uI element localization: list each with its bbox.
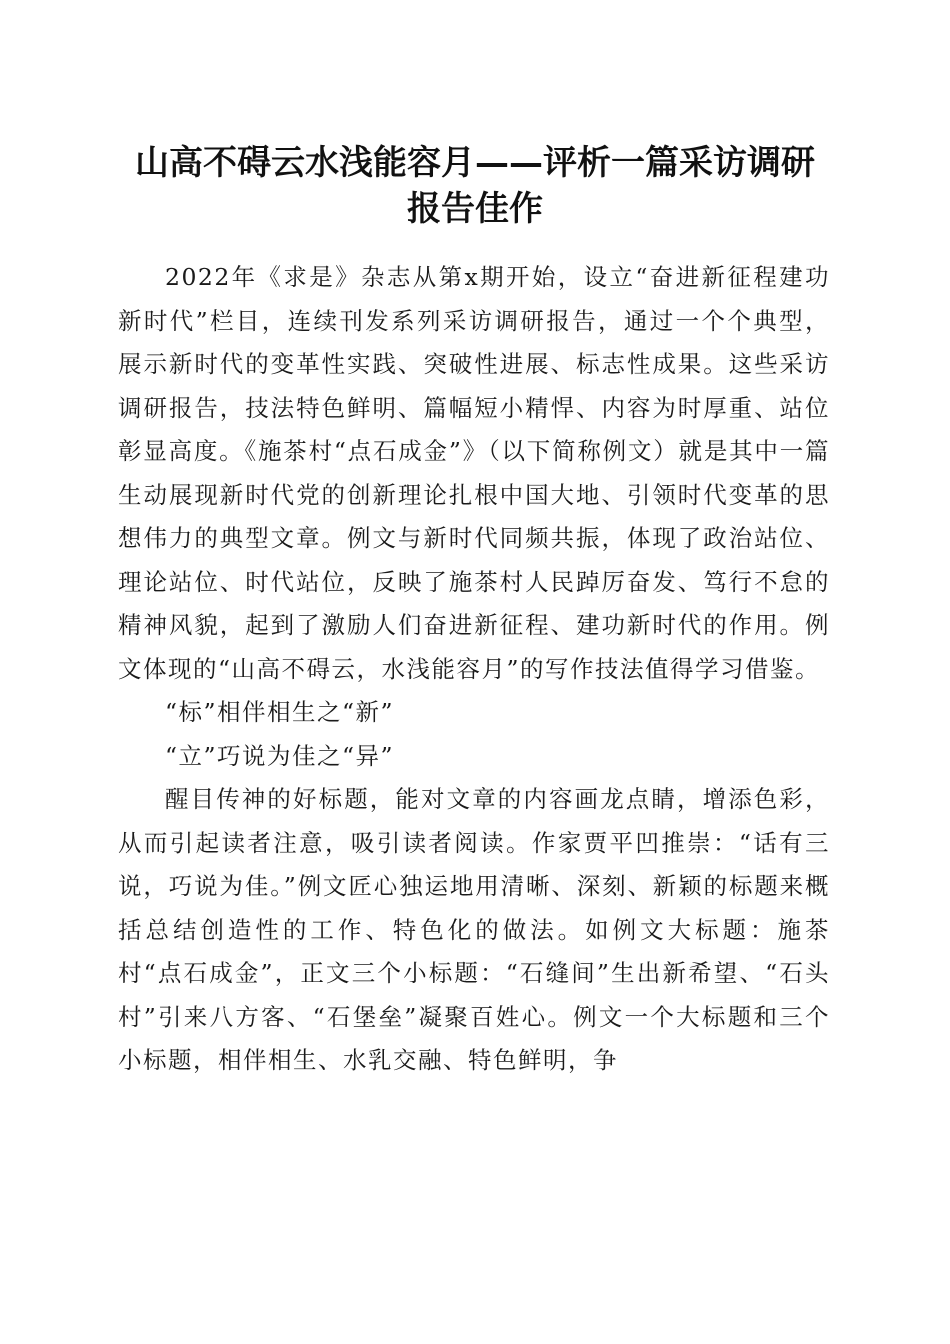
subheading-1: “标”相伴相生之“新” [165, 698, 395, 726]
paragraph-title-analysis: 醒目传神的好标题，能对文章的内容画龙点睛，增添色彩，从而引起读者注意，吸引读者阅读。作家贾平凹推崇：“话有三说，巧说为佳。”例文匠心独运地用清晰、深刻、新颖的标题来概括总结创造性的工作、特色化的做法。如例文大标题：施茶村“点石成金”，正文三个小标题：“石缝间”生出新希望、“石头村”引来八方客、“石堡垒”凝聚百姓心。例文一个大标题和三个小标题，相伴相生、水乳交融、特色鲜明，争 [118, 785, 830, 1074]
title-line-1: 山高不碍云水浅能容月——评析一篇采访调研 [135, 143, 815, 183]
subheading-2: “立”巧说为佳之“异” [165, 741, 395, 770]
title-line-2: 报告佳作 [407, 189, 543, 229]
document-title [100, 140, 850, 232]
document-body [118, 256, 830, 1083]
paragraph-intro: 2022年《求是》杂志从第x期开始，设立“奋进新征程建功新时代”栏目，连续刊发系列采访调研报告，通过一个个典型，展示新时代的变革性实践、突破性进展、标志性成果。这些采访调研报告，技法特色鲜明、篇幅短小精悍、内容为时厚重、站位彰显高度。《施茶村“点石成金”》（以下简称例文）就是其中一篇生动展现新时代党的创新理论扎根中国大地、引领时代变革的思想伟力的典型文章。例文与新时代同频共振，体现了政治站位、理论站位、时代站位，反映了施茶村人民踔厉奋发、笃行不怠的精神风貌，起到了激励人们奋进新征程、建功新时代的作用。例文体现的“山高不碍云，水浅能容月”的写作技法值得学习借鉴。 [118, 263, 830, 683]
